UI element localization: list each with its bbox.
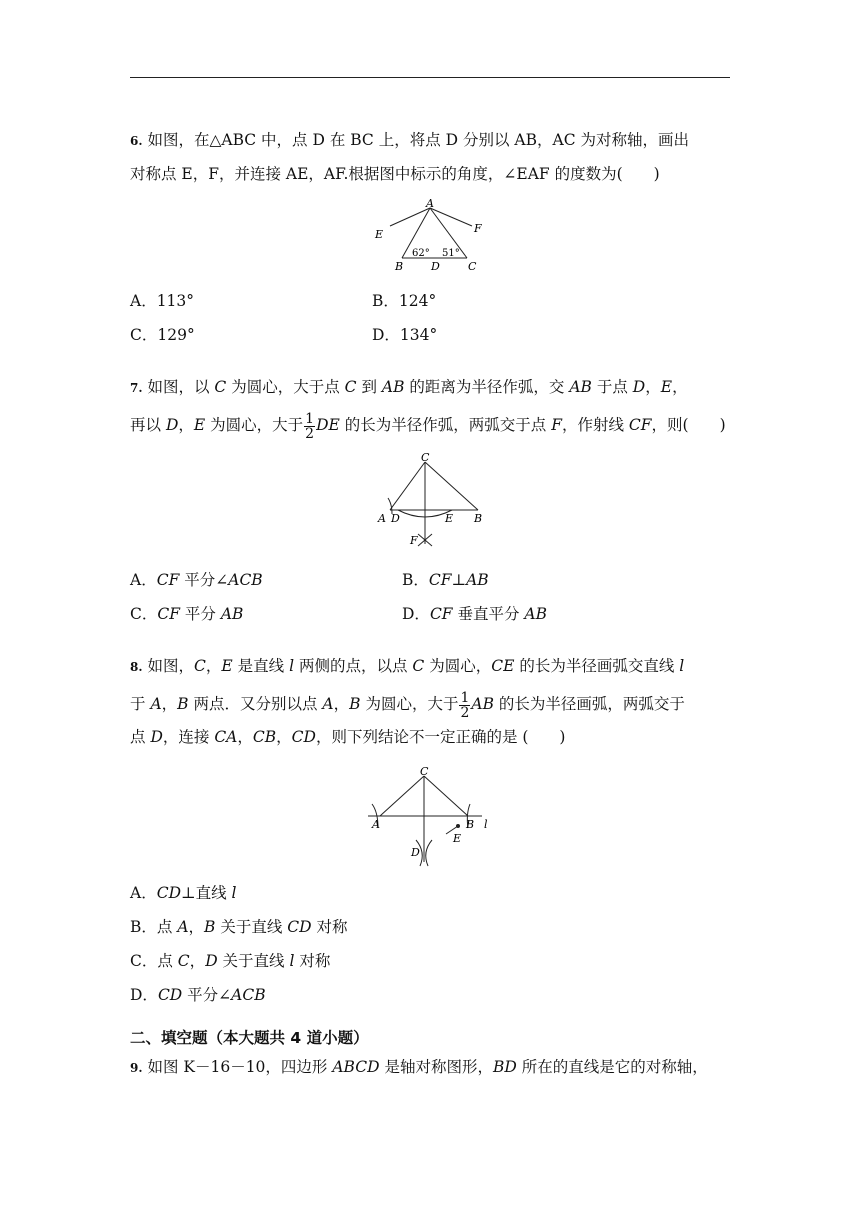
q8-option-a[interactable]: A．CD⊥直线 l <box>130 884 237 902</box>
q8-label-C: C <box>420 766 429 778</box>
q8-label-D: D <box>411 846 420 859</box>
q8-line-1: 8. 如图，C，E 是直线 l 两侧的点，以点 C 为圆心，CE 的长为半径画弧交直线 l <box>130 657 685 675</box>
q8-fraction: $\frac{1}{2}$ <box>460 689 470 721</box>
q6-label-B: B <box>395 260 404 273</box>
q6-label-D: D <box>431 260 440 273</box>
question-8 <box>130 650 734 754</box>
q6-label-F: F <box>474 222 482 235</box>
q7-label-A: A <box>378 512 386 525</box>
q7-label-E: E <box>445 512 454 525</box>
q7-label-B: B <box>474 512 483 525</box>
q7-label-C: C <box>421 452 430 464</box>
q6-figure <box>370 198 490 276</box>
question-9 <box>130 1051 734 1085</box>
q6-angle-62: 62° <box>412 248 430 259</box>
q8-line-2: 于 A，B 两点．又分别以点 A，B 为圆心，大于 $\frac{1}{2}$ AB 的长为半径画弧，两弧交于 <box>130 689 685 721</box>
q8-option-d[interactable]: D．CD 平分∠ACB <box>130 986 266 1004</box>
q8-option-c[interactable]: C．点 C，D 关于直线 l 对称 <box>130 952 331 970</box>
q7-label-D: D <box>391 512 400 525</box>
q6-option-c[interactable]: C．129° <box>130 326 195 344</box>
q8-label-E: E <box>453 832 462 845</box>
q8-line-3: 点 D，连接 CA，CB，CD，则下列结论不一定正确的是 ( ) <box>130 728 566 746</box>
q7-line-1: 7. 如图，以 C 为圆心，大于点 C 到 AB 的距离为半径作弧，交 AB 于点 D，E， <box>130 378 688 396</box>
q6-option-b[interactable]: B．124° <box>372 292 437 310</box>
question-6 <box>130 124 734 191</box>
q7-option-a[interactable]: A．CF 平分∠ACB <box>130 571 263 589</box>
q6-label-A: A <box>426 198 434 210</box>
q7-option-b[interactable]: B．CF⊥AB <box>402 571 489 589</box>
q8-option-b[interactable]: B．点 A，B 关于直线 CD 对称 <box>130 918 348 936</box>
q9-line-1: 9. 如图 K－16－10，四边形 ABCD 是轴对称图形，BD 所在的直线是它的对称轴， <box>130 1058 708 1076</box>
q7-line-2: 再以 D，E 为圆心，大于 $\frac{1}{2}$ DE 的长为半径作弧，两弧交于点 F，作射线 CF，则( ) <box>130 410 726 442</box>
q8-label-l: l <box>484 818 488 831</box>
q6-option-d[interactable]: D．134° <box>372 326 438 344</box>
q6-line-1: 6. 如图，在△ABC 中，点 D 在 BC 上，将点 D 分别以 AB，AC 为对称轴，画出 <box>130 131 689 149</box>
question-7 <box>130 371 734 442</box>
q6-angle-51: 51° <box>442 248 460 259</box>
q8-figure <box>366 766 500 870</box>
q7-fraction: $\frac{1}{2}$ <box>305 410 315 442</box>
q7-label-F: F <box>410 534 418 547</box>
q6-line-2: 对称点 E，F，并连接 AE，AF.根据图中标示的角度，∠EAF 的度数为( ) <box>130 165 660 183</box>
q8-label-B: B <box>466 818 475 831</box>
section-heading-fill-in: 二、填空题（本大题共 4 道小题） <box>130 1029 369 1047</box>
q8-label-A: A <box>372 818 380 831</box>
header-rule <box>130 77 730 78</box>
q7-figure <box>370 452 500 552</box>
q7-option-d[interactable]: D．CF 垂直平分 AB <box>402 605 548 623</box>
q6-label-C: C <box>468 260 477 273</box>
q6-label-E: E <box>375 228 384 241</box>
q7-option-c[interactable]: C．CF 平分 AB <box>130 605 244 623</box>
q6-option-a[interactable]: A．113° <box>130 292 195 310</box>
